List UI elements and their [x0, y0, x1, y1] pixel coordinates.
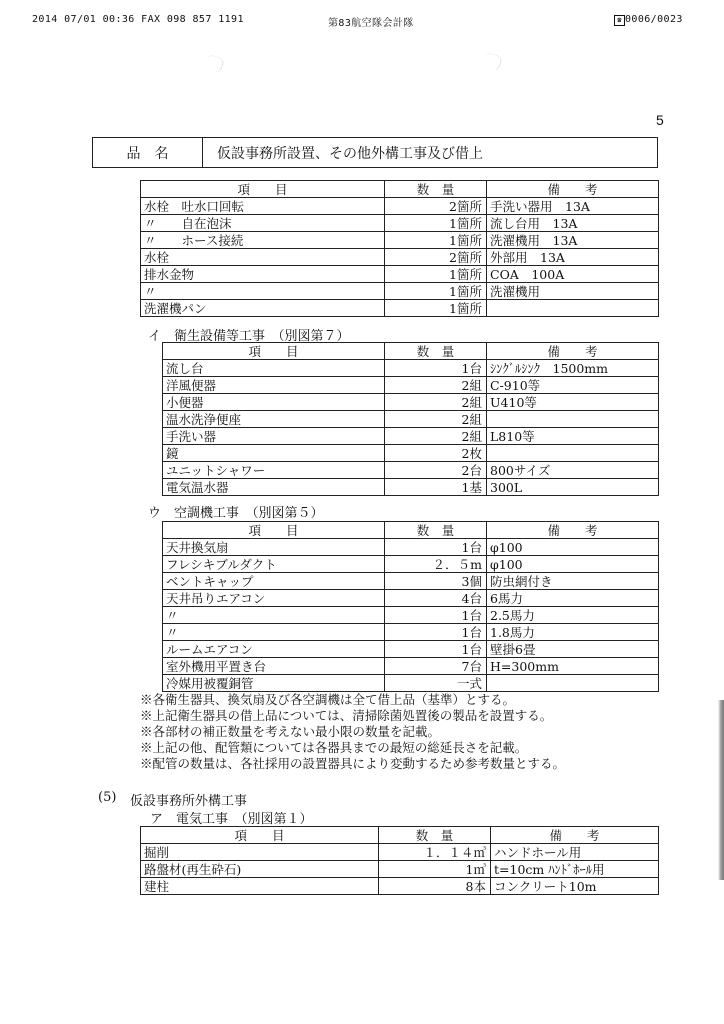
table-row: [141, 266, 659, 283]
header-item: 項 目: [141, 181, 385, 198]
table-row: [141, 215, 659, 232]
header-item: 項 目: [163, 343, 385, 360]
note-line: ※配管の数量は、各社採用の設置器具により変動するため参考数量とする。: [140, 756, 566, 771]
cell-item: ユニットシャワー: [163, 462, 385, 479]
cell-item: ルームエアコン: [163, 641, 385, 658]
cell-item: 排水金物: [141, 266, 385, 283]
page-number: 5: [656, 112, 664, 128]
cell-remarks: COA 100A: [487, 266, 659, 283]
cell-item: 水栓: [141, 249, 385, 266]
cell-remarks: t=10cm ﾊﾝﾄﾞﾎｰﾙ用: [491, 861, 659, 878]
cell-qty: １．１４㎥: [379, 844, 491, 861]
header-item: 項 目: [141, 827, 379, 844]
table-row: [141, 249, 659, 266]
note-line: ※各衛生器具、換気扇及び各空調機は全て借上品（基準）とする。: [140, 692, 516, 707]
cell-item: 鏡: [163, 445, 385, 462]
cell-remarks: 300L: [487, 479, 659, 496]
cell-remarks: φ100: [487, 539, 659, 556]
cell-remarks: 壁掛6畳: [487, 641, 659, 658]
section-title-sanitary: イ 衛生設備等工事 （別図第７）: [148, 329, 350, 344]
cell-qty: 7台: [385, 658, 487, 675]
cell-remarks: 2.5馬力: [487, 607, 659, 624]
sanitary-table: [162, 342, 659, 496]
table-row: [163, 394, 659, 411]
cell-qty: 1台: [385, 360, 487, 377]
item-name-box: [92, 137, 658, 168]
punch-hole-right: [482, 52, 503, 72]
cell-qty: 2枚: [385, 445, 487, 462]
note-line: ※各部材の補正数量を考えない最小限の数量を記載。: [140, 724, 441, 739]
note-line: ※上記の他、配管類については各器具までの最短の総延長さを記載。: [140, 740, 528, 755]
cell-qty: 2組: [385, 411, 487, 428]
notes-block: [140, 692, 565, 772]
cell-item: 電気温水器: [163, 479, 385, 496]
cell-remarks: U410等: [487, 394, 659, 411]
cell-item: ベントキャップ: [163, 573, 385, 590]
cell-remarks: [487, 300, 659, 317]
cell-item: 〃: [163, 624, 385, 641]
table-row: [163, 445, 659, 462]
header-remarks: 備 考: [487, 181, 659, 198]
cell-remarks: 手洗い器用 13A: [487, 198, 659, 215]
electrical-table: [140, 826, 659, 895]
cell-qty: 1㎥: [379, 861, 491, 878]
table-row: [163, 479, 659, 496]
cell-qty: 1台: [385, 641, 487, 658]
cell-remarks: φ100: [487, 556, 659, 573]
cell-qty: 1箇所: [385, 232, 487, 249]
cell-remarks: コンクリート10m: [491, 878, 659, 895]
cell-item: 洗濯機パン: [141, 300, 385, 317]
cell-qty: 2台: [385, 462, 487, 479]
cell-qty: 1箇所: [385, 300, 487, 317]
cell-qty: 1基: [385, 479, 487, 496]
cell-remarks: [487, 675, 659, 692]
cell-item: 掘削: [141, 844, 379, 861]
table-row: [163, 658, 659, 675]
table-row: [163, 590, 659, 607]
cell-item: 建柱: [141, 878, 379, 895]
table-row: [163, 624, 659, 641]
cell-item: 〃 自在泡沫: [141, 215, 385, 232]
cell-item: フレシキブルダクト: [163, 556, 385, 573]
cell-item: 〃 ホース接続: [141, 232, 385, 249]
cell-item: 水栓 吐水口回転: [141, 198, 385, 215]
cell-remarks: [487, 411, 659, 428]
cell-remarks: ハンドホール用: [491, 844, 659, 861]
table-row: [163, 360, 659, 377]
table-row: [141, 300, 659, 317]
cell-remarks: 洗濯機用: [487, 283, 659, 300]
faucet-table: [140, 180, 659, 317]
table-header-row: [163, 343, 659, 360]
fax-datetime-number: 2014 07/01 00:36 FAX 098 857 1191: [32, 14, 244, 25]
table-row: [163, 607, 659, 624]
cell-qty: 2組: [385, 428, 487, 445]
cell-item: 天井吊りエアコン: [163, 590, 385, 607]
cell-remarks: 6馬力: [487, 590, 659, 607]
table-row: [163, 556, 659, 573]
item-label: 品名: [93, 138, 203, 167]
header-qty: 数 量: [385, 343, 487, 360]
table-row: [163, 573, 659, 590]
section-5-number: (5): [98, 790, 117, 805]
table-row: [141, 861, 659, 878]
header-qty: 数 量: [385, 181, 487, 198]
header-remarks: 備 考: [487, 522, 659, 539]
cell-qty: 1箇所: [385, 266, 487, 283]
table-row: [141, 198, 659, 215]
scan-edge-shadow: [718, 700, 724, 880]
table-row: [163, 428, 659, 445]
cell-qty: 4台: [385, 590, 487, 607]
cell-remarks: L810等: [487, 428, 659, 445]
table-row: [141, 283, 659, 300]
table-header-row: [141, 181, 659, 198]
cell-remarks: [487, 445, 659, 462]
section-title-electrical: ア 電気工事 （別図第１）: [150, 812, 313, 827]
table-row: [163, 411, 659, 428]
cell-item: 〃: [163, 607, 385, 624]
cell-remarks: 800サイズ: [487, 462, 659, 479]
cell-item: 路盤材(再生砕石): [141, 861, 379, 878]
cell-qty: 1台: [385, 539, 487, 556]
header-qty: 数 量: [385, 522, 487, 539]
cell-remarks: 流し台用 13A: [487, 215, 659, 232]
section-5-title: 仮設事務所外構工事: [130, 794, 248, 809]
cell-item: 〃: [141, 283, 385, 300]
cell-qty: 2組: [385, 377, 487, 394]
item-name: 仮設事務所設置、その他外構工事及び借上: [217, 145, 483, 162]
table-header-row: [163, 522, 659, 539]
table-row: [163, 675, 659, 692]
cell-item: 流し台: [163, 360, 385, 377]
cell-qty: 1台: [385, 624, 487, 641]
section-title-aircon: ウ 空調機工事 （別図第５）: [148, 506, 324, 521]
cell-qty: 2箇所: [385, 249, 487, 266]
cell-qty: 8本: [379, 878, 491, 895]
table-header-row: [141, 827, 659, 844]
cell-item: 天井換気扇: [163, 539, 385, 556]
fax-icon: ☎: [614, 15, 625, 26]
cell-item: 温水洗浄便座: [163, 411, 385, 428]
fax-page-counter: [614, 14, 683, 26]
cell-qty: 1箇所: [385, 283, 487, 300]
punch-hole-left: [204, 54, 225, 74]
cell-item: 手洗い器: [163, 428, 385, 445]
table-row: [163, 377, 659, 394]
cell-remarks: H=300mm: [487, 658, 659, 675]
cell-remarks: 洗濯機用 13A: [487, 232, 659, 249]
cell-remarks: 1.8馬力: [487, 624, 659, 641]
fax-page-count: 0006/0023: [625, 14, 683, 25]
header-remarks: 備 考: [487, 343, 659, 360]
cell-qty: 1箇所: [385, 215, 487, 232]
cell-qty: 2箇所: [385, 198, 487, 215]
cell-remarks: ｼﾝｸﾞﾙｼﾝｸ 1500mm: [487, 360, 659, 377]
table-row: [141, 844, 659, 861]
note-line: ※上記衛生器具の借上品については、清掃除菌処置後の製品を設置する。: [140, 708, 553, 723]
cell-remarks: C-910等: [487, 377, 659, 394]
cell-qty: 2組: [385, 394, 487, 411]
cell-remarks: 外部用 13A: [487, 249, 659, 266]
table-row: [163, 641, 659, 658]
header-item: 項 目: [163, 522, 385, 539]
aircon-table: [162, 521, 659, 692]
fax-sender: 第83航空隊会計隊: [328, 18, 414, 29]
cell-qty: 3個: [385, 573, 487, 590]
header-qty: 数 量: [379, 827, 491, 844]
header-remarks: 備 考: [491, 827, 659, 844]
cell-item: 洋風便器: [163, 377, 385, 394]
cell-item: 小便器: [163, 394, 385, 411]
cell-qty: ２．５m: [385, 556, 487, 573]
cell-item: 室外機用平置き台: [163, 658, 385, 675]
table-row: [141, 878, 659, 895]
cell-item: 冷媒用被覆銅管: [163, 675, 385, 692]
cell-qty: 1台: [385, 607, 487, 624]
table-row: [163, 462, 659, 479]
table-row: [141, 232, 659, 249]
table-row: [163, 539, 659, 556]
cell-qty: 一式: [385, 675, 487, 692]
cell-remarks: 防虫網付き: [487, 573, 659, 590]
